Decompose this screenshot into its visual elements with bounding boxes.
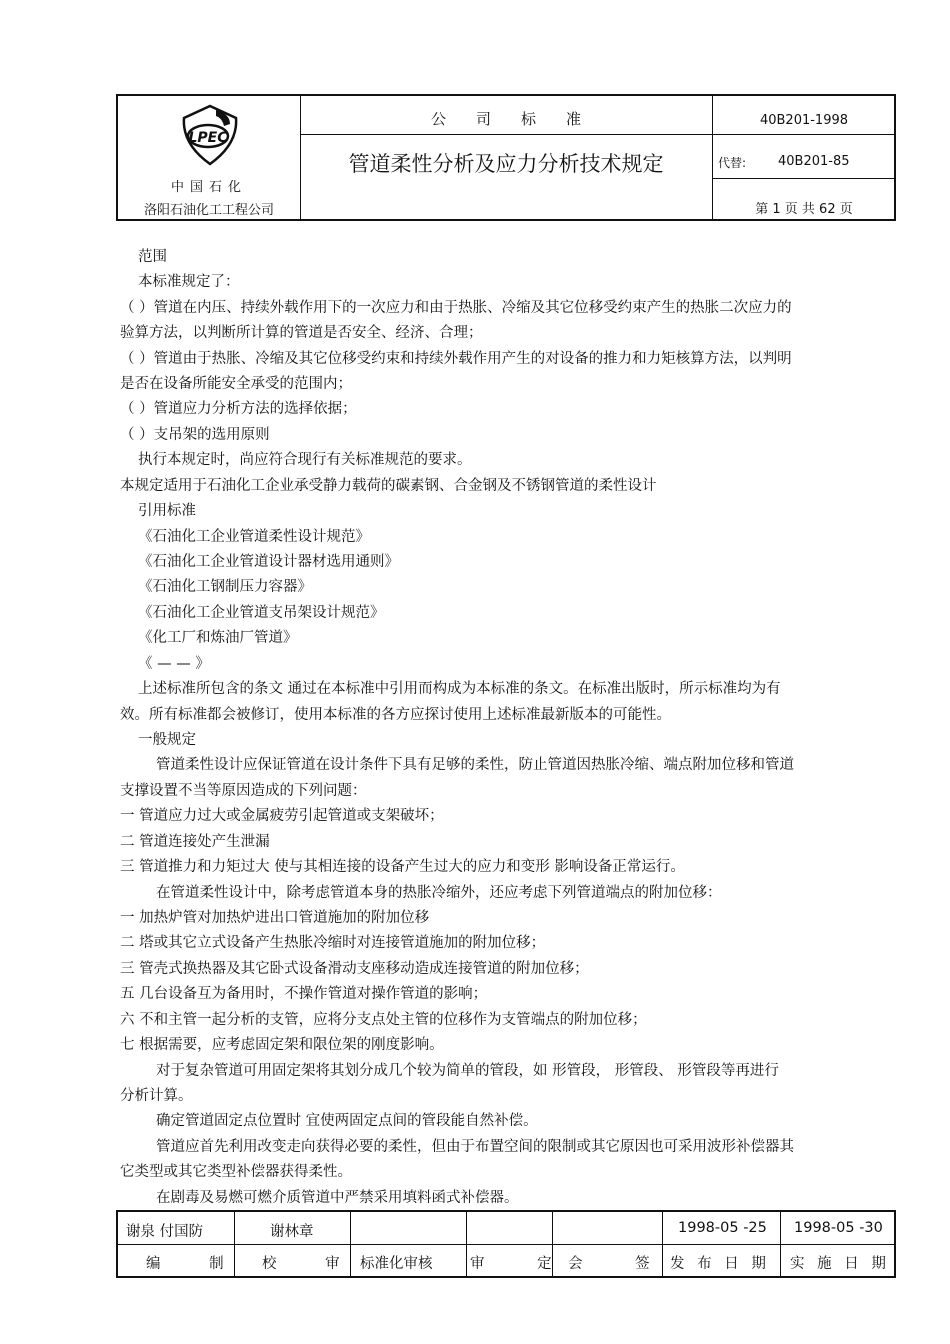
compiler-names: 谢泉 付国防 [126,1224,204,1240]
company-name-line1: 中国石化 [170,180,247,195]
list-item: 三 管道推力和力矩过大 使与其相连接的设备产生过大的应力和变形 影响设备正常运行。 [120,859,685,875]
paragraph-line: 在剧毒及易燃可燃介质管道中严禁采用填料函式补偿器。 [156,1190,519,1206]
reference-item: 《化工厂和炼油厂管道》 [138,630,298,646]
list-item: 二 管道连接处产生泄漏 [120,834,270,850]
paragraph-line: 它类型或其它类型补偿器获得柔性。 [120,1164,352,1180]
svg-text:LPEC: LPEC [188,130,228,146]
paragraph-line: 分析计算。 [120,1088,193,1104]
company-name-line2: 洛阳石油化工工程公司 [143,203,274,218]
paragraph-line: 确定管道固定点位置时 宜使两固定点间的管段能自然补偿。 [156,1113,538,1129]
paragraph-line: 对于复杂管道可用固定架将其划分成几个较为简单的管段，如 形管段， 形管段、 形管段等再进行 [156,1063,779,1079]
list-item: 一 加热炉管对加热炉进出口管道施加的附加位移 [120,910,430,926]
section-heading: 一般规定 [138,732,196,748]
paragraph-line: 在管道柔性设计中，除考虑管道本身的热胀冷缩外，还应考虑下列管道端点的附加位移： [156,885,722,901]
reference-item: 《石油化工企业管道支吊架设计规范》 [138,605,385,621]
paragraph-line: 验算方法，以判断所计算的管道是否安全、经济、合理； [120,325,483,341]
list-item: 五 几台设备互为备用时，不操作管道对操作管道的影响； [120,986,488,1002]
standard-code: 40B201-1998 [759,113,849,128]
paragraph-line: （ ）管道应力分析方法的选择依据； [120,401,357,417]
paragraph-line: （ ）管道在内压、持续外载作用下的一次应力和由于热胀、冷缩及其它位移受约束产生的热胀二次应力的 [120,300,792,316]
paragraph-line: 本规定适用于石油化工企业承受静力载荷的碳素钢、合金钢及不锈钢管道的柔性设计 [120,478,657,494]
divider [466,1212,467,1276]
section-heading: 范围 [138,249,167,265]
section-heading: 引用标准 [138,503,196,519]
reference-item: 《 — — 》 [138,656,210,672]
replace-value: 40B201-85 [778,154,850,169]
label-approve: 审 定 [470,1256,576,1272]
release-date: 1998-05 -25 [678,1220,767,1236]
paragraph-line: 上述标准所包含的条文 通过在本标准中引用而构成为本标准的条文。在标准出版时，所示标准均为有 [138,681,781,697]
implement-date: 1998-05 -30 [794,1220,883,1236]
page-info: 第 1 页 共 62 页 [755,202,853,217]
document-title: 管道柔性分析及应力分析技术规定 [348,152,664,176]
label-release-date: 发 布 日 期 [670,1256,770,1272]
reviewer-name: 谢林章 [270,1224,314,1240]
paragraph-line: （ ）支吊架的选用原则 [120,427,270,443]
replace-label: 代替: [718,156,747,170]
list-item: 一 管道应力过大或金属疲劳引起管道或支架破坏； [120,808,444,824]
paragraph-line: 管道应首先利用改变走向获得必要的柔性，但由于布置空间的限制或其它原因也可采用波形补偿器其 [156,1139,794,1155]
paragraph-line: （ ）管道由于热胀、冷缩及其它位移受约束和持续外载作用产生的对设备的推力和力矩核算方法，以判明 [120,351,792,367]
paragraph-line: 管道柔性设计应保证管道在设计条件下具有足够的柔性，防止管道因热胀冷缩、端点附加位移和管道 [156,757,794,773]
label-review: 校 审 [262,1256,362,1272]
standard-label: 公司标准 [430,110,611,128]
reference-item: 《石油化工钢制压力容器》 [138,579,312,595]
list-item: 三 管壳式换热器及其它卧式设备滑动支座移动造成连接管道的附加位移； [120,961,589,977]
label-compile: 编 制 [146,1256,246,1272]
list-item: 二 塔或其它立式设备产生热胀冷缩时对连接管道施加的附加位移； [120,935,546,951]
paragraph-line: 支撑设置不当等原因造成的下列问题： [120,783,367,799]
label-standardization: 标准化审核 [360,1256,433,1272]
signature-table [116,1210,896,1278]
paragraph-line: 是否在设备所能安全承受的范围内； [120,376,352,392]
label-implement-date: 实 施 日 期 [790,1256,890,1272]
reference-item: 《石油化工企业管道柔性设计规范》 [138,529,370,545]
paragraph-line: 执行本规定时，尚应符合现行有关标准规范的要求。 [138,452,472,468]
list-item: 六 不和主管一起分析的支管，应将分支点处主管的位移作为支管端点的附加位移； [120,1012,647,1028]
list-item: 七 根据需要，应考虑固定架和限位架的刚度影响。 [120,1037,444,1053]
label-countersign: 会 签 [568,1256,674,1272]
reference-item: 《石油化工企业管道设计器材选用通则》 [138,554,399,570]
paragraph-line: 效。所有标准都会被修订，使用本标准的各方应探讨使用上述标准最新版本的可能性。 [120,707,671,723]
paragraph-line: 本标准规定了： [138,274,240,290]
divider [780,1212,781,1276]
